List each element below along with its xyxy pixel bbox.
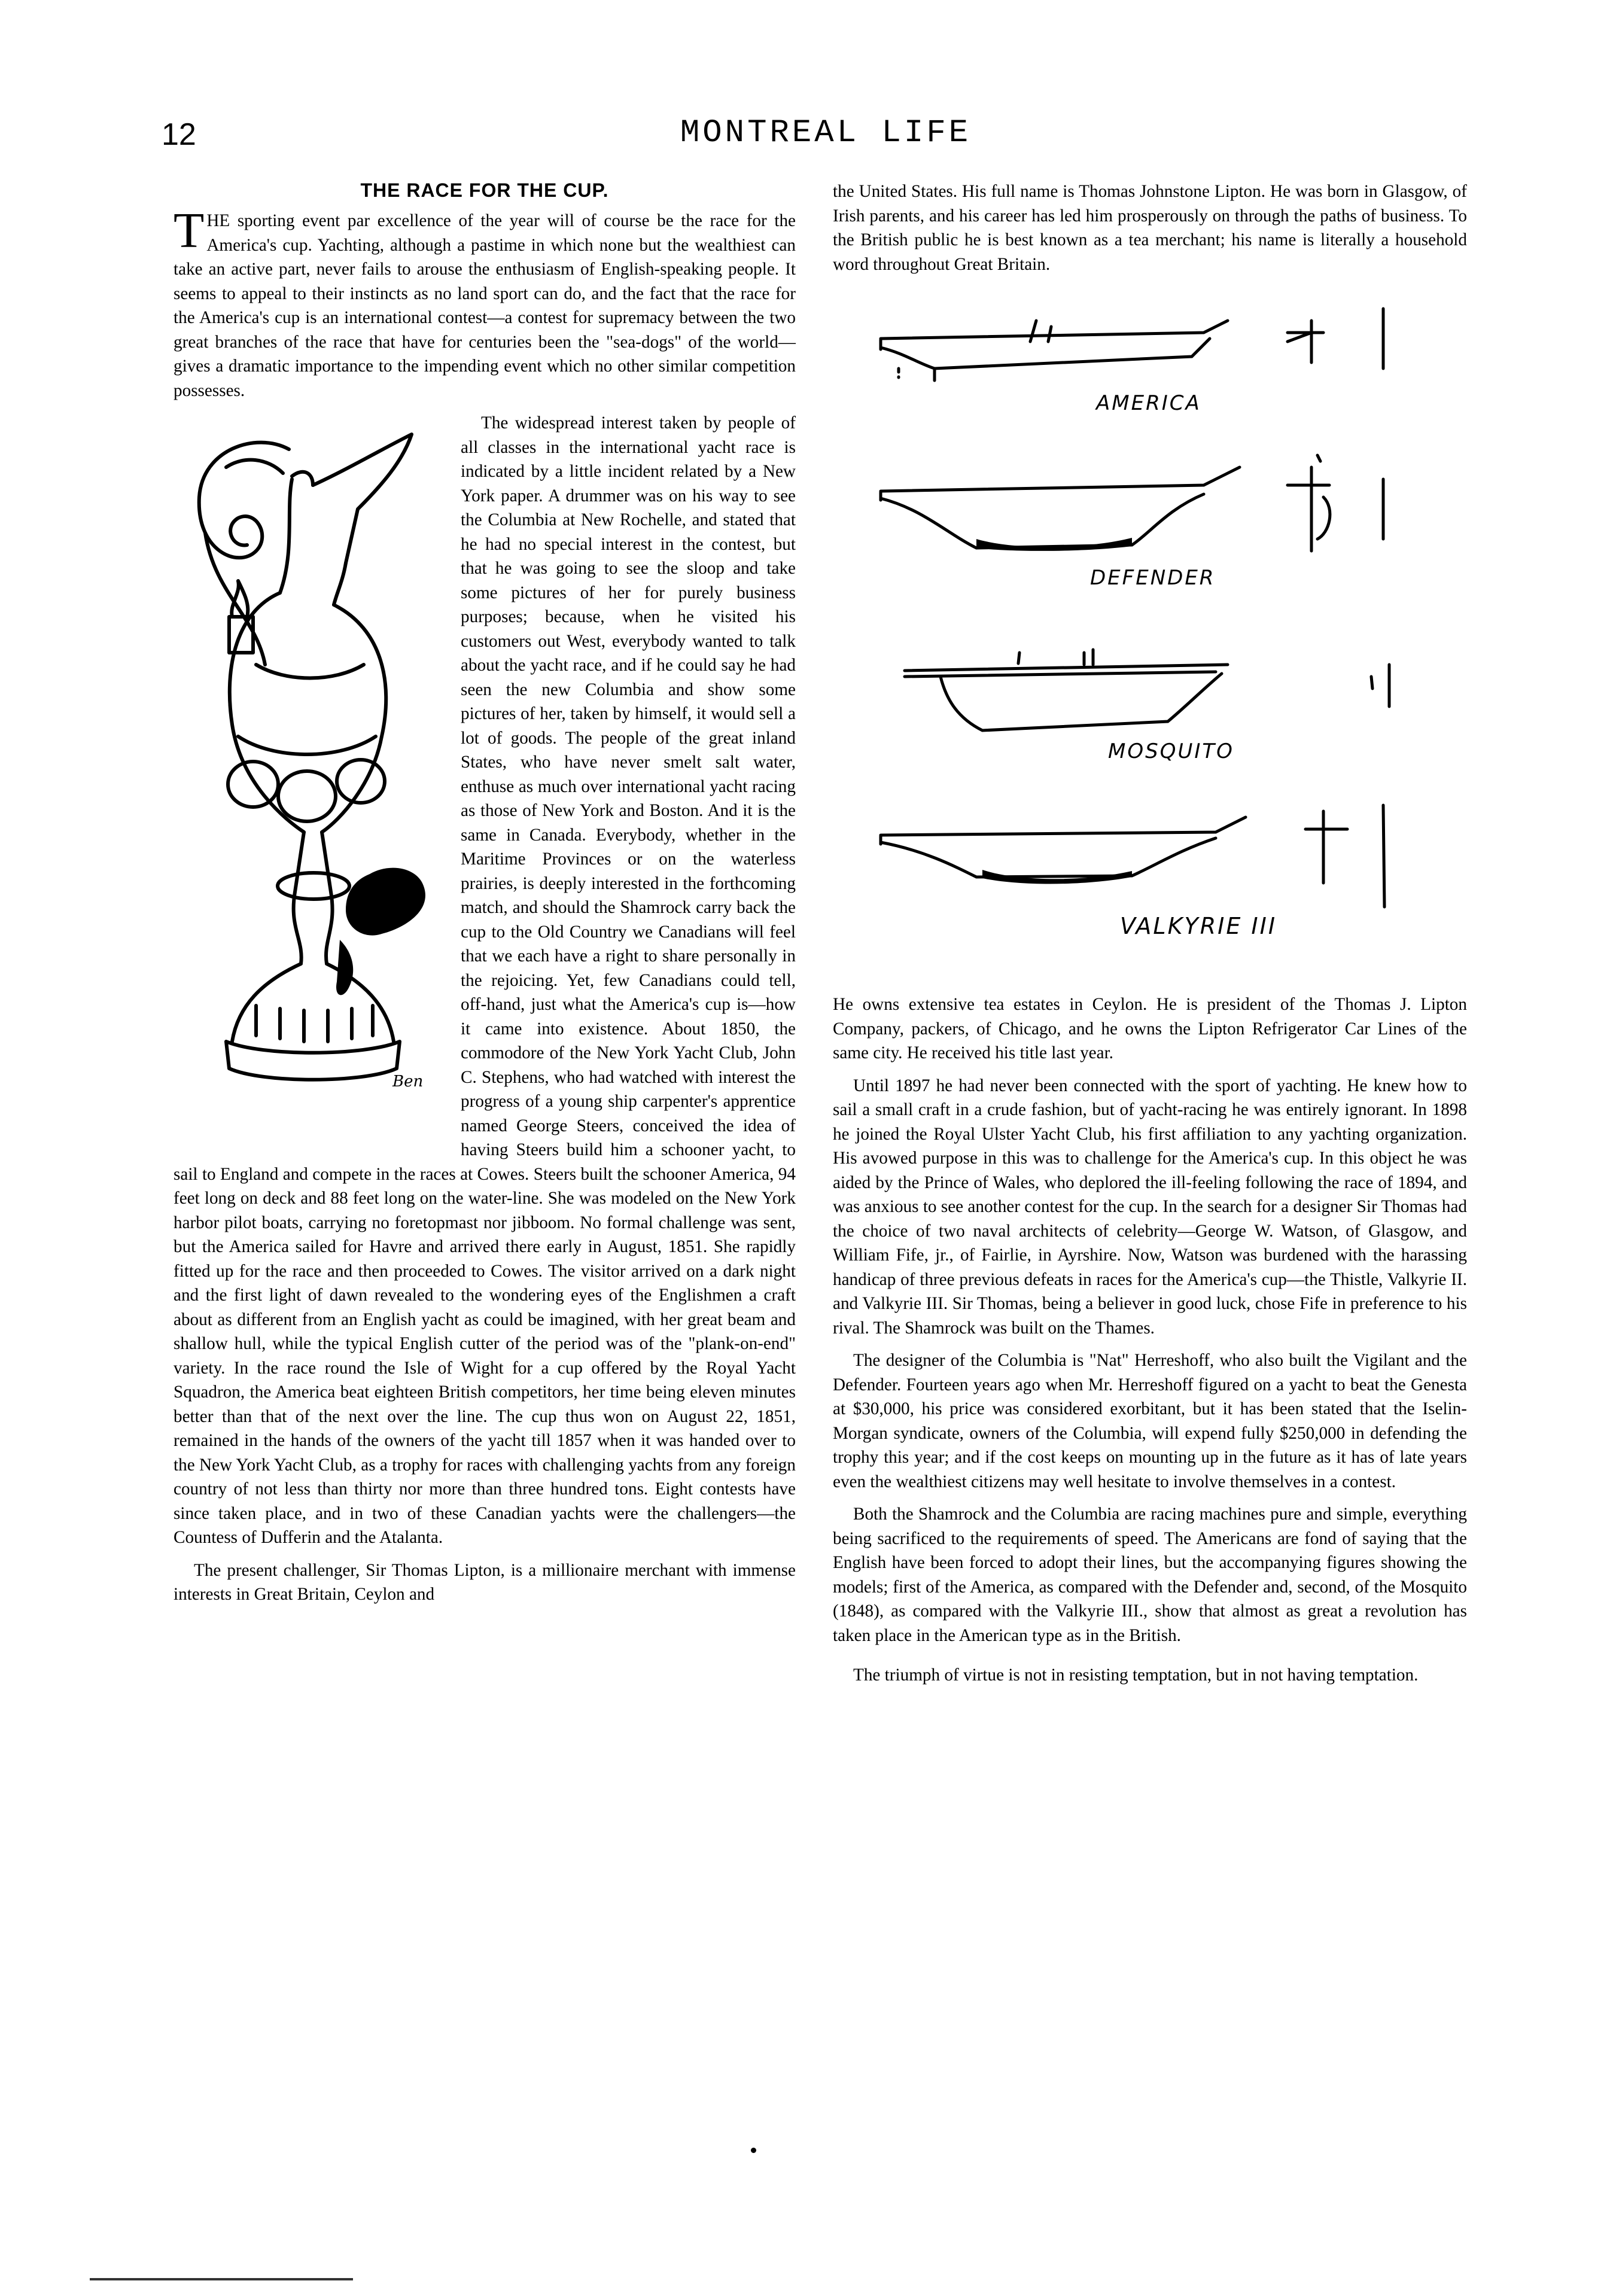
- paragraph-4: He owns extensive tea estates in Ceylon. He is president of the Thomas J. Lipton Company, packers, of Chicago, and he owns the Lipton Refrigerator Car Lines of the same city. He received his title last year.: [833, 995, 1467, 1062]
- paragraph-5: Until 1897 he had never been connected with the sport of yachting. He knew how to sail a small craft in a crude fashion, but of yacht-racing he was entirely ignorant. In 1898 he joined the Royal Ulster Yacht Club, his first affiliation to any yachting organization. His avowed purpose in this was to challenge for the America's cup. In this object he was aided by the Prince of Wales, who deplored the ill-feeling following the race of 1894, and was anxious to see another contest for the cup. In the search for a designer Sir Thomas had the choice of two naval architects of celebrity—George W. Watson, of Glasgow, and William Fife, jr., of Fairlie, in Ayrshire. Now, Watson was burdened with the harassing handicap of three previous defeats in races for the America's cup—the Thistle, Valkyrie II. and Valkyrie III. Sir Thomas, being a believer in good luck, chose Fife in preference to his rival. The Shamrock was built on the Thames.: [833, 1076, 1467, 1338]
- page-dot: [751, 2148, 756, 2153]
- right-column: [833, 179, 1467, 1696]
- paragraph-7: Both the Shamrock and the Columbia are racing machines pure and simple, everything being sacrificed to the requirements of speed. The Americans are fond of saying that the English have been forced to adopt their lines, but the accompanying figures showing the models; first of the America, as compared with the Defender and, second, of the Mosquito (1848), as compared with the Valkyrie III., show that almost as great a revolution has taken place in the American type as in the British.: [833, 1505, 1467, 1645]
- paragraph-2-text: The widespread interest taken by people of all classes in the international yacht race is indicated by a little incident related by a New York paper. A drummer was on his way to see the Columbia at New Rochelle, and stated that he had no special interest in the contest, but that he was going to see the sloop and take some pictures of her for purely business purposes; because, when he visited his customers out West, everybody wanted to talk about the yacht race, and if he could say he had seen the new Columbia and show some pictures of her, taken by himself, it would sell a lot of goods. The people of the great inland States, who have never smelt salt water, enthuse as much over international yacht racing as those of New York and Boston. And it is the same in Canada. Everybody, whether in the Maritime Provinces or on the waterless prairies, is deeply interested in the forthcoming match, and should the Shamrock carry back the cup to the Old Country we Canadians will feel that we each have a right to share personally in the rejoicing. Yet, few Canadians could tell, off-hand, just what the America's cup is—how it came into existence. About 1850, the commodore of the New York Yacht Club, John C. Stephens, who had watched with interest the progress of a young ship carpenter's apprentice named George Steers, conceived the idea of having Steers build him a schooner yacht, to sail to England and compete in the races at Cowes. Steers built the schooner America, 94 feet long on deck and 88 feet long on the water-line. She was modeled on the New York harbor pilot boats, carrying no foretopmast nor jibboom. No formal challenge was sent, but the America sailed for Havre and arrived there early in August, 1851. She rapidly fitted up for the race and then proceeded to Cowes. The visitor arrived on a dark night and the first light of dawn revealed to the wondering eyes of the Englishmen a craft about as different from an English yacht as could be imagined, with her great beam and shallow hull, while the typical English cutter of the period was of the "plank-on-end" variety. In the race round the Isle of Wight for a cup offered by the Royal Yacht Squadron, the America beat eighteen British competitors, her time being eleven minutes better than that of the next over the line. The cup thus won on August 22, 1851, remained in the hands of the owners of the yacht till 1857 when it was handed over to the New York Yacht Club, as a trophy for races with challenging yachts from any foreign country of not less than thirty nor more than three hundred tons. Eight contests have since taken place, and in two of these Canadian yachts were the challengers—the Countess of Dufferin and the Atalanta.: [174, 413, 796, 1547]
- paragraph-3-start: The present challenger, Sir Thomas Lipton, is a millionaire merchant with immense interests in Great Britain, Ceylon and: [174, 1560, 796, 1604]
- yacht-america-drawing: [869, 285, 1455, 440]
- paragraph-1: [174, 203, 796, 403]
- left-column: [174, 179, 796, 1615]
- paragraph-3-continued: the United States. His full name is Thomas Johnstone Lipton. He was born in Glasgow, of Irish parents, and his career has led him prosperously on through the paths of business. To the British public he is best known as a tea merchant; his name is literally a household word throughout Great Britain.: [833, 182, 1467, 274]
- page-number: 12: [162, 117, 196, 152]
- yacht-label-america: AMERICA: [1096, 391, 1201, 415]
- paragraph-2: [174, 411, 796, 1550]
- yacht-label-valkyrie: VALKYRIE III: [1120, 913, 1277, 939]
- paragraph-1-text: HE sporting event par excellence of the year will of course be the race for the America's cup. Yachting, although a pastime in which none but the wealthiest can take an active part, never fails to arouse the enthusiasm of English-speaking people. It seems to appeal to their instincts as no land sport can do, and the fact that the race for the America's cup is an international contest—a contest for supremacy between the two great branches of the race that have for centuries been the "sea-dogs" of the world—gives a dramatic importance to the impending event which no other similar competition possesses.: [174, 211, 796, 400]
- yacht-models-diagram: [833, 285, 1467, 976]
- paragraph-6: The designer of the Columbia is "Nat" Herreshoff, who also built the Vigilant and the Defender. Fourteen years ago when Mr. Herreshoff figured on a yacht to beat the Genesta at $30,000, his price was considered exorbitant, but it has been stated that the Iselin-Morgan syndicate, owners of the Columbia, will expend fully $250,000 in defending the trophy this year; and if the cost keeps on mounting up in the future as it has of late years even the wealthiest citizens may well hesitate to involve themselves in a contest.: [833, 1351, 1467, 1491]
- drop-cap: T: [174, 203, 205, 258]
- scan-artifact-line: [90, 2278, 353, 2280]
- americas-cup-trophy-illustration: [166, 413, 448, 1143]
- yacht-label-mosquito: MOSQUITO: [1108, 739, 1234, 763]
- closing-aphorism: The triumph of virtue is not in resisting temptation, but in not having temptation.: [853, 1665, 1419, 1685]
- trophy-signature: Ben: [392, 1073, 424, 1091]
- running-head: MONTREAL LIFE: [680, 115, 972, 151]
- article-title: THE RACE FOR THE CUP.: [360, 179, 609, 201]
- yacht-label-defender: DEFENDER: [1090, 566, 1216, 590]
